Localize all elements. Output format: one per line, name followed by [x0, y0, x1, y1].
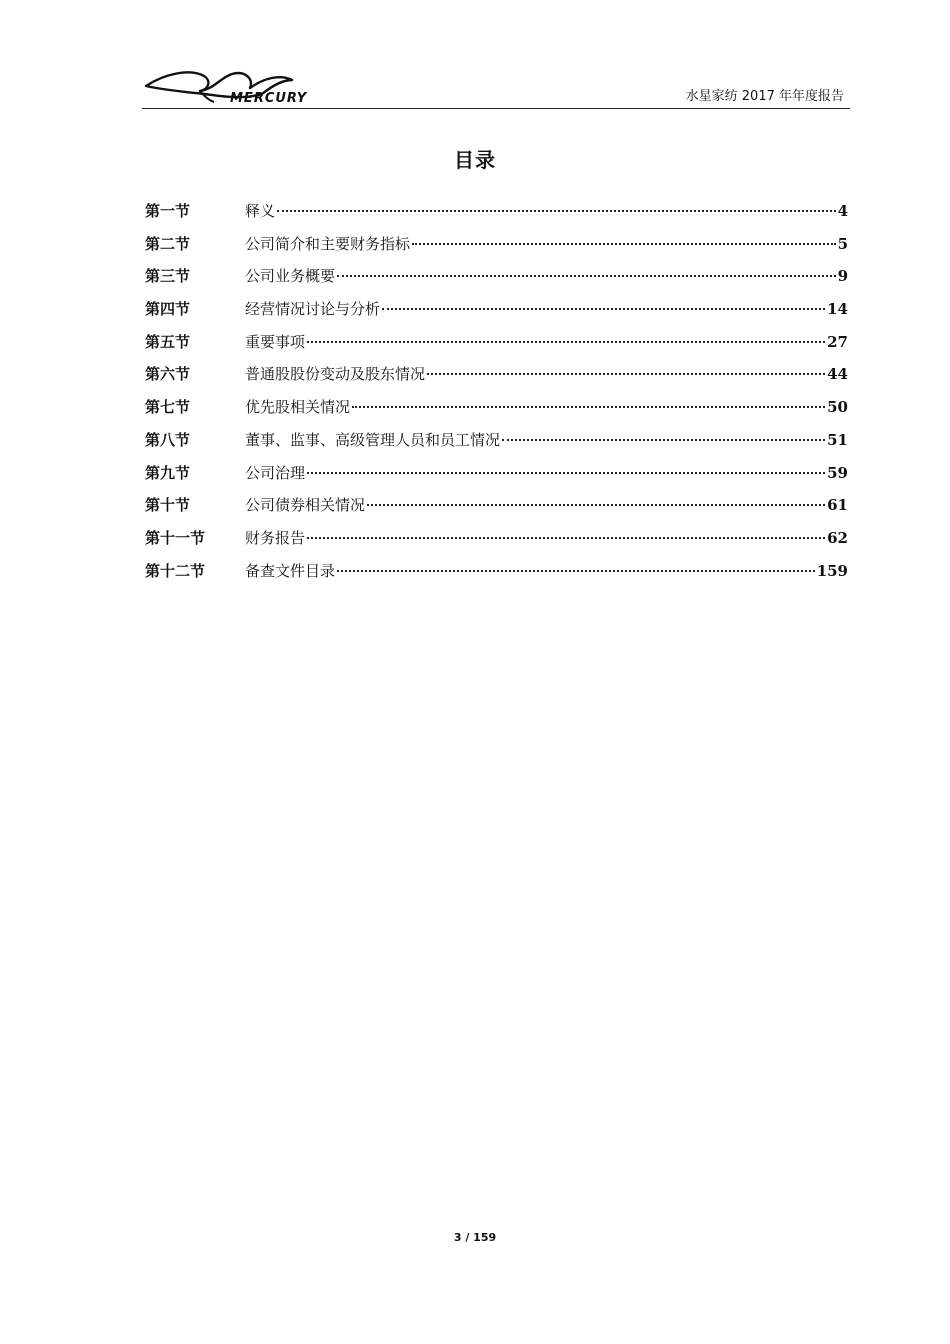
toc-section-number: 第二节 — [145, 234, 191, 253]
toc-section-title[interactable]: 优先股相关情况 — [245, 398, 351, 417]
toc-section-title[interactable]: 公司简介和主要财务指标 — [245, 234, 411, 253]
toc-entry[interactable] — [145, 363, 848, 396]
toc-dot-leader — [382, 308, 825, 310]
toc-entry[interactable] — [145, 265, 848, 298]
toc-page-number[interactable]: 44 — [827, 365, 848, 384]
toc-section-number: 第十节 — [145, 496, 191, 515]
toc-section-title[interactable]: 经营情况讨论与分析 — [245, 300, 381, 319]
toc-entry[interactable] — [145, 462, 848, 495]
toc-dot-leader — [277, 210, 836, 212]
toc-dot-leader — [307, 537, 825, 539]
toc-page-number[interactable]: 159 — [816, 561, 848, 580]
toc-section-number: 第四节 — [145, 300, 191, 319]
toc-page-number[interactable]: 14 — [827, 300, 848, 319]
toc-entry[interactable] — [145, 560, 848, 593]
toc-section-title[interactable]: 董事、监事、高级管理人员和员工情况 — [245, 430, 501, 449]
toc-dot-leader — [412, 243, 836, 245]
toc-dot-leader — [352, 406, 825, 408]
toc-section-title[interactable]: 重要事项 — [245, 332, 306, 351]
page-number: 3 / 159 — [453, 1231, 497, 1244]
toc-section-number: 第一节 — [145, 202, 191, 220]
toc-entry[interactable] — [145, 429, 848, 462]
page-header — [142, 62, 850, 109]
toc-entry[interactable] — [145, 233, 848, 266]
toc-entry[interactable] — [145, 200, 848, 233]
toc-section-title[interactable]: 备查文件目录 — [245, 561, 336, 580]
toc-entry[interactable] — [145, 396, 848, 429]
toc-section-title[interactable]: 公司债券相关情况 — [245, 496, 366, 515]
toc-section-number: 第三节 — [145, 267, 191, 286]
toc-dot-leader — [337, 275, 836, 277]
toc-section-number: 第六节 — [145, 365, 191, 384]
toc-page-number[interactable]: 62 — [827, 528, 848, 547]
toc-section-number: 第五节 — [145, 332, 191, 351]
toc-section-number: 第八节 — [145, 430, 191, 449]
toc-entry[interactable] — [145, 527, 848, 560]
toc-page-number[interactable]: 50 — [827, 398, 848, 417]
toc-dot-leader — [367, 504, 825, 506]
toc-entry[interactable] — [145, 331, 848, 364]
toc-page-number[interactable]: 51 — [827, 430, 848, 449]
toc-section-number: 第七节 — [145, 398, 191, 417]
toc-page-number[interactable]: 4 — [837, 202, 848, 220]
report-title: 水星家纺 2017 年年度报告 — [685, 89, 844, 104]
toc-heading: 目录 — [454, 148, 496, 172]
toc-dot-leader — [307, 472, 825, 474]
toc-dot-leader — [337, 570, 815, 572]
toc-page-number[interactable]: 9 — [837, 267, 848, 286]
svg-text:MERCURY: MERCURY — [230, 91, 308, 106]
toc-section-title[interactable]: 释义 — [245, 202, 276, 220]
toc-page-number[interactable]: 59 — [827, 463, 848, 482]
toc-section-title[interactable]: 财务报告 — [245, 528, 306, 547]
toc-dot-leader — [502, 439, 825, 441]
toc-section-title[interactable]: 普通股股份变动及股东情况 — [245, 365, 426, 384]
toc-dot-leader — [427, 373, 825, 375]
toc-entry[interactable] — [145, 298, 848, 331]
table-of-contents — [145, 200, 848, 592]
mercury-logo — [142, 64, 322, 106]
toc-page-number[interactable]: 27 — [827, 332, 848, 351]
toc-page-number[interactable]: 61 — [827, 496, 848, 515]
toc-section-title[interactable]: 公司治理 — [245, 463, 306, 482]
toc-section-number: 第九节 — [145, 463, 191, 482]
toc-section-number: 第十二节 — [145, 561, 206, 580]
toc-page-number[interactable]: 5 — [837, 234, 848, 253]
toc-entry[interactable] — [145, 494, 848, 527]
toc-section-number: 第十一节 — [145, 528, 206, 547]
toc-section-title[interactable]: 公司业务概要 — [245, 267, 336, 286]
toc-dot-leader — [307, 341, 825, 343]
